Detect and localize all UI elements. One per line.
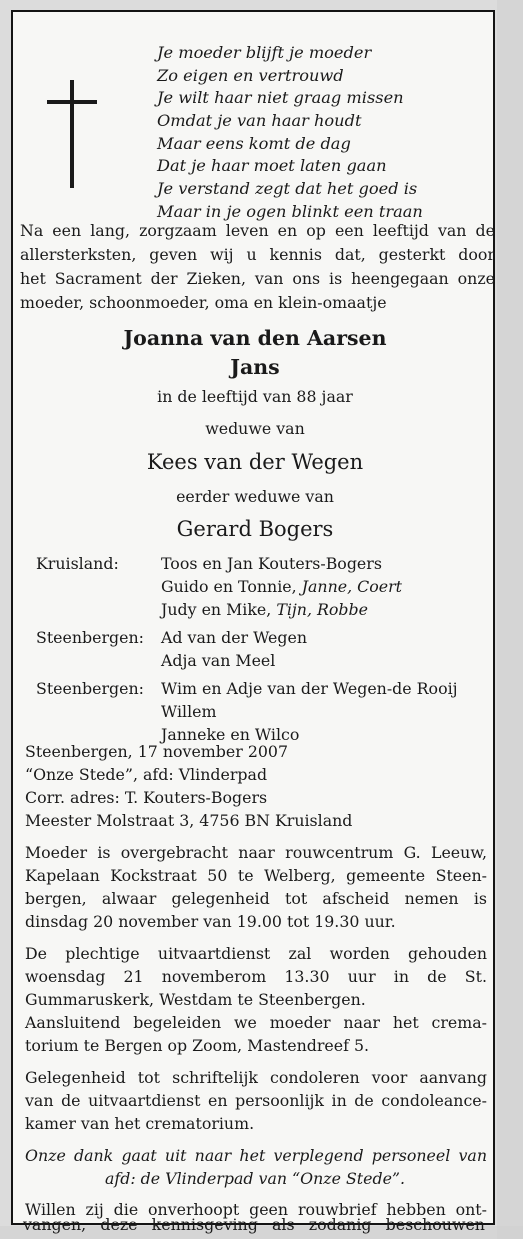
paragraph-line: torium te Bergen op Zoom, Mastendreef 5. bbox=[25, 1036, 370, 1055]
family-place: Kruisland: bbox=[36, 554, 119, 573]
intro-line: Na een lang, zorgzaam leven en op een leeftijd van de bbox=[20, 221, 495, 240]
poem-line: Je moeder blijft je moeder bbox=[157, 43, 372, 62]
age-line: in de leeftijd van 88 jaar bbox=[157, 387, 353, 406]
paragraph-line: Gummaruskerk, Westdam te Steenbergen. bbox=[25, 990, 366, 1009]
family-member: Adja van Meel bbox=[161, 651, 276, 670]
paragraph-line: woensdag 21 novemberom 13.30 uur in de St. bbox=[25, 967, 487, 986]
earlier-widow-label: eerder weduwe van bbox=[176, 487, 334, 506]
death-notice bbox=[11, 10, 495, 1225]
poem-line: Je wilt haar niet graag missen bbox=[157, 88, 404, 108]
intro-line: moeder, schoonmoeder, oma en klein-omaatje bbox=[20, 293, 387, 312]
address-line: “Onze Stede”, afd: Vlinderpad bbox=[25, 765, 268, 784]
family-member: Judy en Mike, Tijn, Robbe bbox=[161, 600, 368, 619]
deceased-name: Joanna van den Aarsen bbox=[123, 326, 387, 350]
paragraph-line: Kapelaan Kockstraat 50 te Welberg, gemeente Steen- bbox=[25, 866, 487, 885]
poem-line: Maar in je ogen blinkt een traan bbox=[157, 201, 423, 221]
paragraph-line: Aansluitend begeleiden we moeder naar het crema- bbox=[25, 1013, 487, 1032]
address-line: Steenbergen, 17 november 2007 bbox=[25, 742, 289, 761]
deceased-nickname: Jans bbox=[230, 355, 280, 379]
cross-icon bbox=[47, 80, 97, 188]
poem-line: Zo eigen en vertrouwd bbox=[157, 65, 344, 85]
family-member: Guido en Tonnie, Janne, Coert bbox=[161, 577, 402, 596]
address-line: Corr. adres: T. Kouters-Bogers bbox=[25, 788, 268, 807]
family-member: Willem bbox=[161, 702, 217, 721]
family-member: Janneke en Wilco bbox=[161, 725, 300, 744]
family-place: Steenbergen: bbox=[36, 679, 145, 698]
family-member: Wim en Adje van der Wegen-de Rooij bbox=[161, 679, 458, 698]
family-place: Steenbergen: bbox=[36, 628, 145, 647]
family-member: Ad van der Wegen bbox=[161, 628, 308, 647]
paragraph-line: kamer van het crematorium. bbox=[25, 1114, 255, 1133]
poem-line: Je verstand zegt dat het goed is bbox=[157, 179, 418, 199]
family-member: Toos en Jan Kouters-Bogers bbox=[161, 554, 382, 573]
paragraph-line: dinsdag 20 november van 19.00 tot 19.30 uur. bbox=[25, 912, 396, 931]
closing-line: vangen, deze kennisgeving als zodanig beschouwen bbox=[23, 1215, 485, 1234]
paragraph-line: De plechtige uitvaartdienst zal worden gehouden bbox=[25, 944, 487, 963]
paragraph-line: Gelegenheid tot schriftelijk condoleren voor aanvang bbox=[25, 1068, 487, 1087]
spouse-name: Kees van der Wegen bbox=[146, 450, 364, 474]
thanks-line: Onze dank gaat uit naar het verplegend personeel van bbox=[25, 1146, 487, 1165]
thanks-line: afd: de Vlinderpad van “Onze Stede”. bbox=[104, 1169, 406, 1188]
paragraph-line: bergen, alwaar gelegenheid tot afscheid nemen is bbox=[25, 889, 487, 908]
poem-line: Maar eens komt de dag bbox=[157, 133, 351, 153]
address-line: Meester Molstraat 3, 4756 BN Kruisland bbox=[25, 811, 353, 830]
poem bbox=[157, 42, 423, 224]
intro-line: het Sacrament der Zieken, van ons is heengegaan onze bbox=[20, 269, 495, 288]
paragraph-line: van de uitvaartdienst en persoonlijk in de condoleance- bbox=[25, 1091, 487, 1110]
widow-of-label: weduwe van bbox=[205, 419, 305, 438]
spouse-name: Gerard Bogers bbox=[176, 517, 334, 541]
poem-line: Dat je haar moet laten gaan bbox=[157, 156, 387, 176]
paragraph-line: Moeder is overgebracht naar rouwcentrum G. Leeuw, bbox=[25, 843, 487, 862]
closing-line: Willen zij die onverhoopt geen rouwbrief hebben ont- bbox=[25, 1200, 487, 1219]
poem-line: Omdat je van haar houdt bbox=[157, 111, 362, 131]
intro-line: allersterksten, geven wij u kennis dat, gesterkt door bbox=[20, 245, 495, 264]
